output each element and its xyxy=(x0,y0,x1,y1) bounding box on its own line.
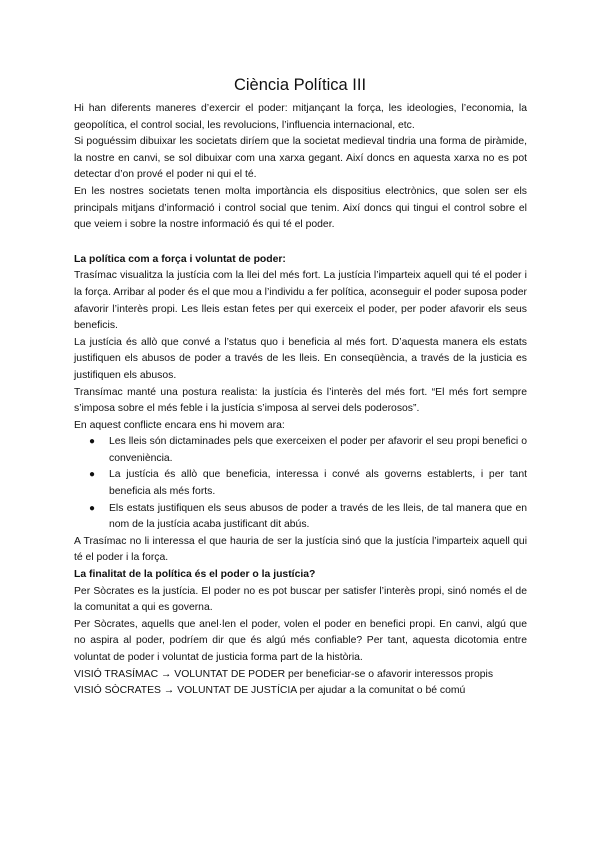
spacer xyxy=(74,234,527,252)
intro-paragraph: Hi han diferents maneres d’exercir el poder: mitjançant la força, les ideologies, l’economia, la geopolítica, el control social, les revolucions, l’influencia internacional, etc. xyxy=(74,103,527,131)
bullet-icon: ● xyxy=(89,469,96,481)
list-item xyxy=(74,467,527,500)
bullet-list xyxy=(74,434,527,534)
summary-line-trasimac: VISIÓ TRASÍMAC → VOLUNTAT DE PODER per beneficiar-se o afavorir interessos propis xyxy=(74,668,494,680)
summary-line-socrates: VISIÓ SÒCRATES → VOLUNTAT DE JUSTÍCIA per ajudar a la comunitat o bé comú xyxy=(74,685,466,697)
list-item-text: La justícia és allò que beneficia, interessa i convé als governs establerts, i per tant beneficia als més forts. xyxy=(109,469,527,498)
list-item-text: Els estats justifiquen els seus abusos de poder a través de les lleis, de tal manera que en nom de la justícia acaba justificant dit abús. xyxy=(109,502,527,531)
body-paragraph: Transímac manté una postura realista: la justícia és l’interès del més fort. “El més fort sempre s’imposa sobre el més feble i la justícia s’imposa al servei dels poderosos”. xyxy=(74,386,527,415)
intro-paragraph: En les nostres societats tenen molta importància els dispositius electrònics, que solen ser els principals mitjans d’informació i control social que tenim. Així doncs qui tingui el control sobre el que veiem i sobre la nostre informació és qui té el poder. xyxy=(74,185,527,231)
body-paragraph: Per Sòcrates es la justícia. El poder no es pot buscar per satisfer l’interès propi, sinó només el de la comunitat a qui es governa. xyxy=(74,585,527,614)
intro-paragraph: Si poguéssim dibuixar les societats diríem que la societat medieval tindria una forma de piràmide, la nostre en canvi, se sol dibuixar com una xarxa gegant. Així doncs en aquesta xarxa no es pot detectar d’on prové el poder ni qui el té. xyxy=(74,136,527,181)
page-title: Ciència Política III xyxy=(233,76,367,94)
document-body xyxy=(74,101,527,700)
section-heading: La política com a força i voluntat de poder: xyxy=(74,253,286,265)
bullet-icon: ● xyxy=(89,436,96,448)
body-paragraph: A Trasímac no li interessa el que hauria de ser la justícia sinó que la justícia l’imparteix aquell qui té el poder i la força. xyxy=(74,535,527,564)
body-paragraph: En aquest conflicte encara ens hi movem ara: xyxy=(74,419,285,431)
list-item xyxy=(74,434,527,467)
body-paragraph: Trasímac visualitza la justícia com la llei del més fort. La justícia l’imparteix aquell qui té el poder i la força. Arribar al poder és el que mou a l’individu a fer política, aconseguir el poder suposa poder afavorir l’interès propi. Les lleis estan fetes per qui exerceix el poder, per poder afavorir els seus beneficis. xyxy=(74,270,527,332)
section-heading: La finalitat de la política és el poder o la justícia? xyxy=(74,569,316,581)
body-paragraph: Per Sòcrates, aquells que anel·len el poder, volen el poder en benefici propi. En canvi, algú que no aspira al poder, podríem dir que és algú més confiable? Per tant, aquesta dicotomia entre voluntat de poder i voluntat de justicia forma part de la història. xyxy=(74,618,527,663)
body-paragraph: La justícia és allò que convé a l’status quo i beneficia al més fort. D’aquesta manera els estats justifiquen els abusos de poder a través de les lleis. En conseqüència, a través de la justicia es justifiquen els abusos. xyxy=(74,336,527,381)
list-item-text: Les lleis són dictaminades pels que exerceixen el poder per afavorir el seu propi benefici o conveniència. xyxy=(109,436,527,464)
list-item xyxy=(74,501,527,534)
bullet-icon: ● xyxy=(89,502,96,514)
